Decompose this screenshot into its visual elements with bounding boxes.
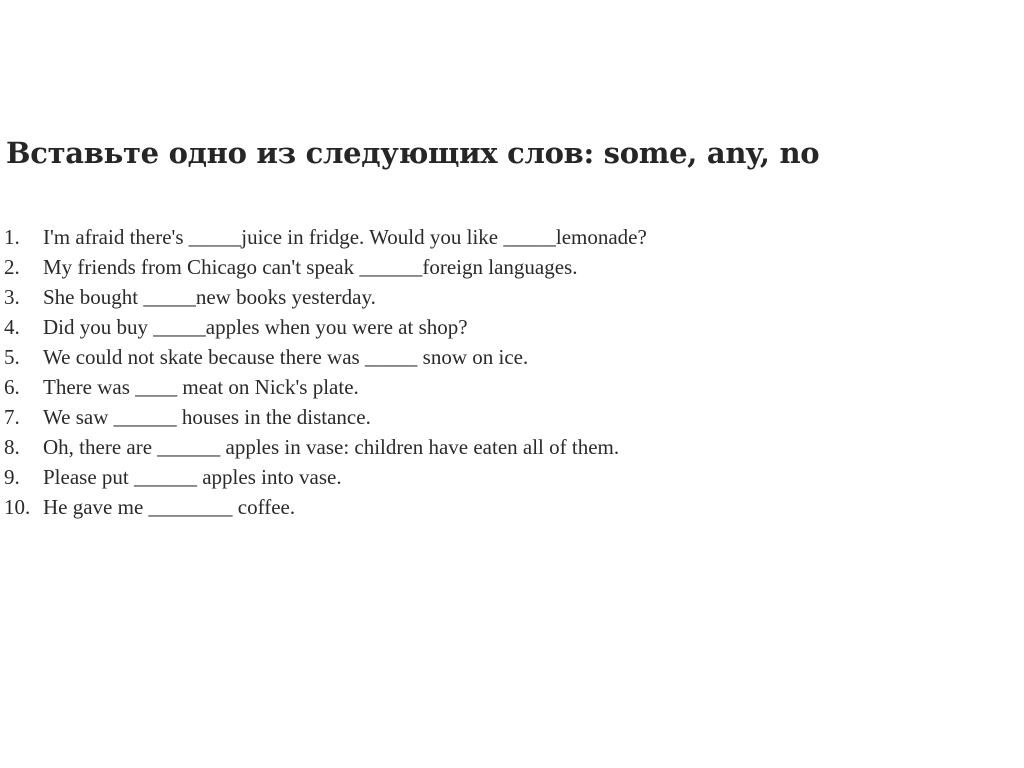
exercise-list: [4, 222, 647, 522]
item-text: He gave me ________ coffee.: [43, 495, 296, 519]
item-number: 1.: [4, 225, 20, 249]
exercise-item: [4, 312, 647, 342]
item-number: 2.: [4, 255, 20, 279]
exercise-item: [4, 402, 647, 432]
item-text: We could not skate because there was _____ snow on ice.: [43, 345, 529, 369]
exercise-item: [4, 492, 647, 522]
item-text: Did you buy _____apples when you were at shop?: [43, 315, 468, 339]
item-text: I'm afraid there's _____juice in fridge. Would you like _____lemonade?: [43, 225, 647, 249]
exercise-item: [4, 222, 647, 252]
item-number: 9.: [4, 465, 20, 489]
item-text: There was ____ meat on Nick's plate.: [43, 375, 359, 399]
item-number: 4.: [4, 315, 20, 339]
item-text: Please put ______ apples into vase.: [43, 465, 342, 489]
item-number: 7.: [4, 405, 20, 429]
exercise-item: [4, 282, 647, 312]
exercise-item: [4, 342, 647, 372]
item-number: 8.: [4, 435, 20, 459]
item-number: 6.: [4, 375, 20, 399]
item-number: 3.: [4, 285, 20, 309]
item-number: 5.: [4, 345, 20, 369]
exercise-item: [4, 462, 647, 492]
exercise-item: [4, 252, 647, 282]
item-text: We saw ______ houses in the distance.: [43, 405, 371, 429]
item-text: She bought _____new books yesterday.: [43, 285, 376, 309]
exercise-item: [4, 432, 647, 462]
exercise-title: Вставьте одно из следующих слов: some, any, no: [6, 136, 820, 170]
item-text: Oh, there are ______ apples in vase: children have eaten all of them.: [43, 435, 620, 459]
exercise-item: [4, 372, 647, 402]
item-number: 10.: [4, 495, 31, 519]
item-text: My friends from Chicago can't speak ______foreign languages.: [43, 255, 578, 279]
